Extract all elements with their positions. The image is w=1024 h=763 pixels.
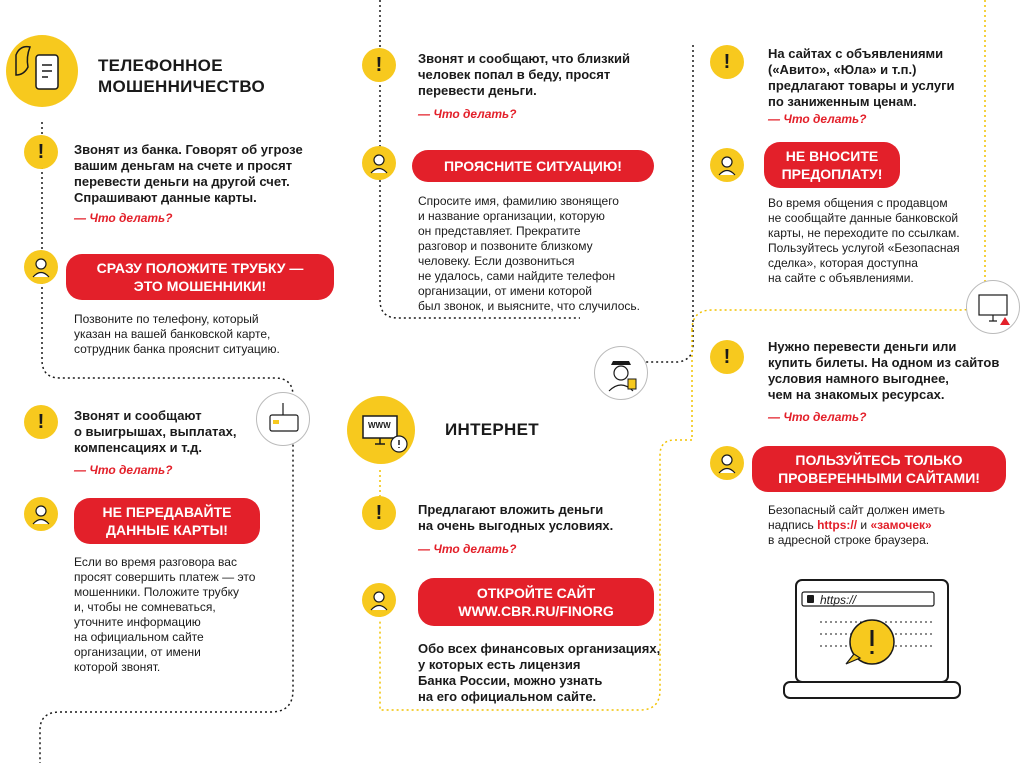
browser-url: https:// xyxy=(820,593,857,607)
case1-answer: Позвоните по телефону, который указан на вашей банковской карте, сотрудник банка прояснит ситуацию. xyxy=(74,312,280,356)
www-label: WWW xyxy=(368,421,391,430)
https-highlight: https:// xyxy=(817,518,858,532)
person-icon xyxy=(362,583,396,617)
what-to-do-label: — Что делать? xyxy=(768,112,867,126)
case1-question: Звонят из банка. Говорят об угрозе вашим деньгам на счете и просят перевести деньги на другой счет. Спрашивают данные карты. xyxy=(74,142,303,205)
banner-use-verified-sites: ПОЛЬЗУЙТЕСЬ ТОЛЬКО ПРОВЕРЕННЫМИ САЙТАМИ! xyxy=(752,446,1006,492)
hacker-icon xyxy=(594,346,648,400)
warning-icon: ! xyxy=(362,48,396,82)
person-icon xyxy=(710,446,744,480)
internet-icon xyxy=(347,396,415,464)
warning-icon: ! xyxy=(710,340,744,374)
col2-case1-answer: Спросите имя, фамилию звонящего и название организации, которую он представляет. Прекратите разговор и позвоните близкому человеку. Если дозвониться не удалось, сами найдите телефон организации, от имени которой был звонок, и выясните, что случилось. xyxy=(418,194,641,313)
browser-illustration xyxy=(782,578,962,698)
banner-hang-up: СРАЗУ ПОЛОЖИТЕ ТРУБКУ — ЭТО МОШЕННИКИ! xyxy=(66,254,334,300)
what-to-do-label: — Что делать? xyxy=(768,410,867,424)
heading-phone-fraud: ТЕЛЕФОННОЕ МОШЕННИЧЕСТВО xyxy=(98,56,266,96)
warning-icon: ! xyxy=(24,135,58,169)
heading-internet: ИНТЕРНЕТ xyxy=(445,420,539,439)
what-to-do-label: — Что делать? xyxy=(418,542,517,556)
warning-icon: ! xyxy=(24,405,58,439)
col3-case1-answer: Во время общения с продавцом не сообщайте данные банковской карты, не переходите по ссылкам. Пользуйтесь услугой «Безопасная сделка», которая доступна на сайте с объявлениями. xyxy=(768,196,960,285)
col3-case2-answer: Безопасный сайт должен иметь надпись https:// и «замочек» в адресной строке браузера. xyxy=(768,503,946,547)
person-icon xyxy=(362,146,396,180)
person-icon xyxy=(24,250,58,284)
banner-dont-give-card: НЕ ПЕРЕДАВАЙТЕ ДАННЫЕ КАРТЫ! xyxy=(74,498,260,544)
what-to-do-label: — Что делать? xyxy=(418,107,517,121)
card-phone-icon xyxy=(256,392,310,446)
what-to-do-label: — Что делать? xyxy=(74,211,173,225)
case2-question: Звонят и сообщают о выигрышах, выплатах, компенсациях и т.д. xyxy=(74,408,237,455)
col2-case2-question: Предлагают вложить деньги на очень выгодных условиях. xyxy=(418,502,614,533)
col2-case1-question: Звонят и сообщают, что близкий человек попал в беду, просят перевести деньги. xyxy=(418,51,631,98)
warning-icon: ! xyxy=(362,496,396,530)
monitor-warning-icon xyxy=(966,280,1020,334)
banner-no-prepayment: НЕ ВНОСИТЕ ПРЕДОПЛАТУ! xyxy=(764,142,900,188)
warning-icon: ! xyxy=(710,45,744,79)
banner-clarify: ПРОЯСНИТЕ СИТУАЦИЮ! xyxy=(412,150,654,182)
person-icon xyxy=(24,497,58,531)
case2-answer: Если во время разговора вас просят совершить платеж — это мошенники. Положите трубку и, чтобы не сомневаться, уточните информацию на официальном сайте организации, от имени которой звонят. xyxy=(74,555,256,674)
col3-case2-question: Нужно перевести деньги или купить билеты. На одном из сайтов условия намного выгоднее, чем на знакомых ресурсах. xyxy=(768,339,1000,402)
what-to-do-label: — Что делать? xyxy=(74,463,173,477)
banner-open-site: ОТКРОЙТЕ САЙТ WWW.CBR.RU/FINORG xyxy=(418,578,654,626)
lock-highlight: «замочек» xyxy=(870,518,932,532)
phone-fraud-icon xyxy=(6,35,78,107)
col2-case2-answer: Обо всех финансовых организациях, у которых есть лицензия Банка России, можно узнать на его официальном сайте. xyxy=(418,641,661,704)
person-icon xyxy=(710,148,744,182)
col3-case1-question: На сайтах с объявлениями («Авито», «Юла» и т.п.) предлагают товары и услуги по заниженным ценам. xyxy=(768,46,955,109)
